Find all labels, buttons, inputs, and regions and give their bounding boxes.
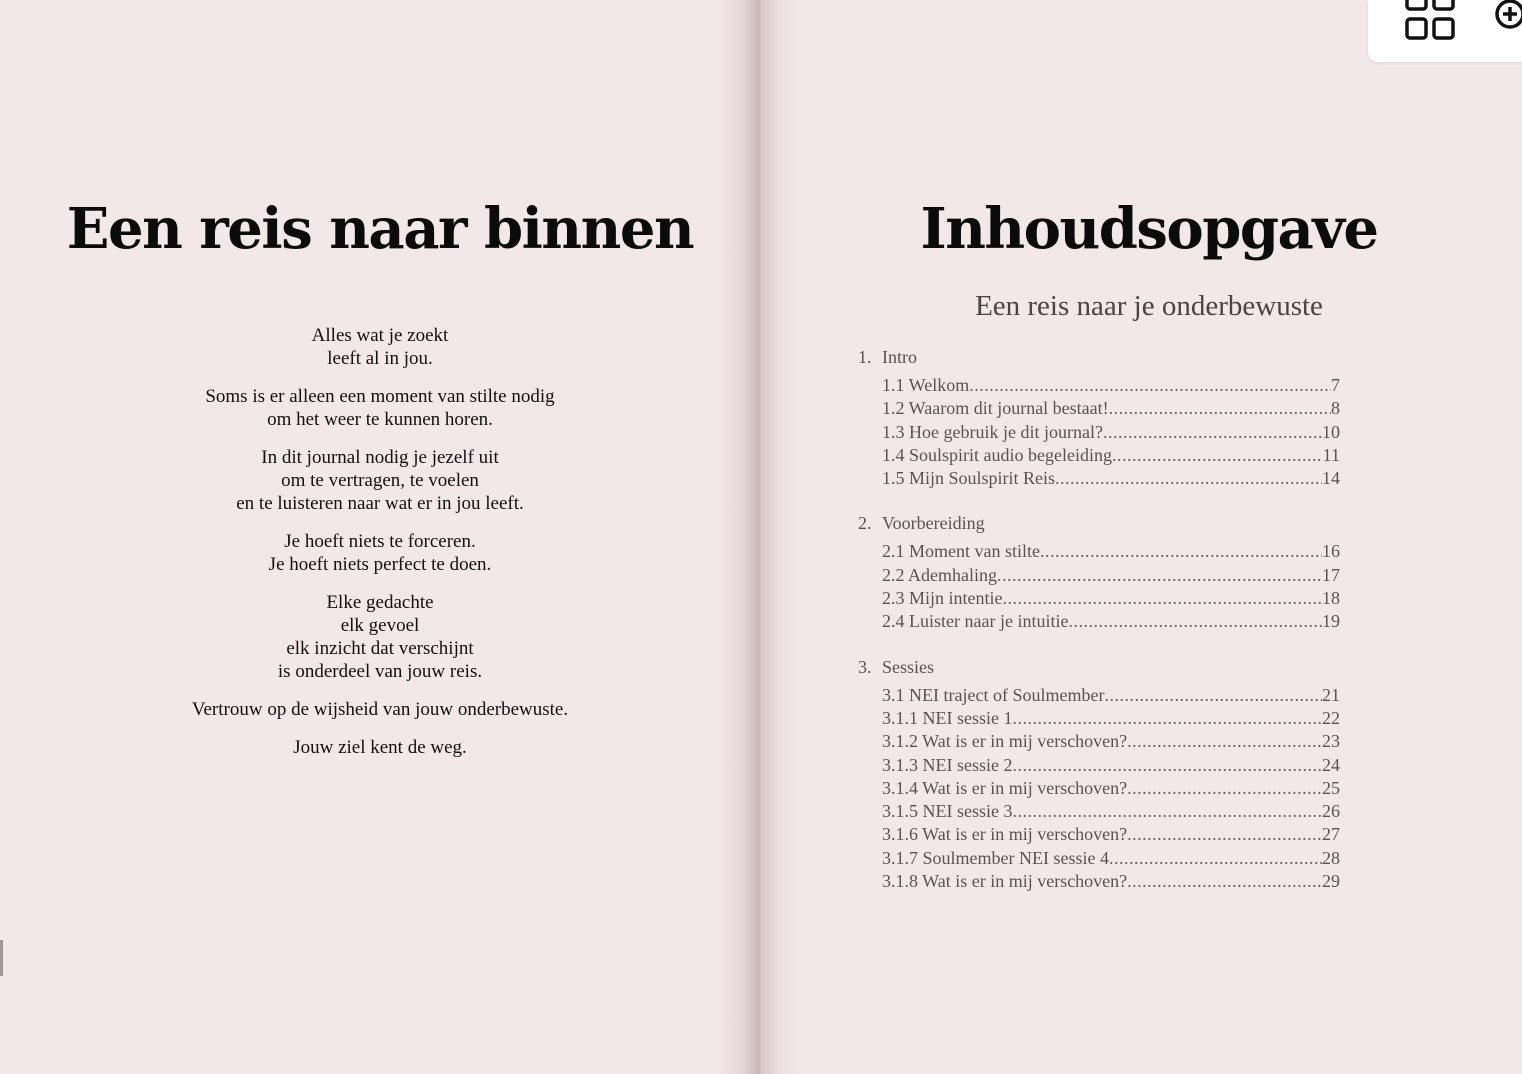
toc-page-number: 18 (1322, 588, 1340, 609)
toc-entry-label: 2.4 Luister naar je intuitie (882, 611, 1069, 632)
poem-line: In dit journal nodig je jezelf uit (261, 446, 499, 468)
poem-line: Soms is er alleen een moment van stilte nodig (205, 385, 555, 407)
table-of-contents (858, 344, 1340, 913)
toc-subtitle: Een reis naar je onderbewuste (975, 290, 1323, 322)
toc-section-title: Intro (882, 347, 917, 367)
toc-dot-leader (1003, 587, 1323, 610)
toc-entry[interactable] (882, 587, 1340, 610)
poem-stanza (0, 385, 760, 431)
poem-stanza (0, 324, 760, 370)
toc-entry[interactable] (882, 421, 1340, 444)
toc-entry-label: 3.1.5 NEI sessie 3 (882, 801, 1013, 822)
poem-line: Vertrouw op de wijsheid van jouw onderbewuste. (191, 699, 569, 721)
toc-section-title: Sessies (882, 656, 935, 677)
toc-entry[interactable] (882, 374, 1340, 397)
toc-entry[interactable] (882, 540, 1340, 563)
toc-dot-leader (1012, 707, 1322, 730)
toc-page-number: 29 (1322, 871, 1340, 892)
poem-stanza (0, 591, 760, 684)
toc-page-number: 24 (1322, 754, 1340, 775)
left-page-title: Een reis naar binnen (66, 196, 694, 262)
poem-line: Alles wat je zoekt (311, 325, 449, 346)
poem (0, 324, 760, 774)
toc-dot-leader (1012, 754, 1322, 777)
toc-entry-label: 1.4 Soulspirit audio begeleiding (882, 444, 1112, 465)
toc-entry-label: 3.1 NEI traject of Soulmember (882, 684, 1105, 705)
viewer-toolbar (1368, 0, 1522, 62)
toc-page-number: 7 (1331, 375, 1340, 395)
poem-line: elk gevoel (340, 615, 420, 637)
toc-section-title: Voorbereiding (882, 513, 985, 534)
toc-section-heading[interactable] (858, 654, 1340, 680)
toc-entry-label: 3.1.7 Soulmember NEI sessie 4 (882, 847, 1109, 868)
toc-dot-leader (1068, 610, 1322, 633)
toc-dot-leader (1127, 777, 1322, 800)
toc-entry-label: 3.1.4 Wat is er in mij verschoven? (882, 777, 1128, 798)
toc-section (858, 510, 1340, 633)
toc-entry-label: 1.2 Waarom dit journal bestaat! (882, 398, 1109, 419)
toc-entry-label: 1.5 Mijn Soulspirit Reis (882, 468, 1056, 489)
toc-page-number: 21 (1322, 684, 1340, 705)
toc-page-number: 28 (1322, 847, 1340, 868)
poem-line: Jouw ziel kent de weg. (293, 736, 467, 758)
toc-entry[interactable] (882, 754, 1340, 777)
toc-entry[interactable] (882, 800, 1340, 823)
toc-entry[interactable] (882, 684, 1340, 707)
poem-line: Je hoeft niets perfect te doen. (268, 554, 492, 576)
toc-page-number: 23 (1322, 731, 1340, 752)
toc-entry-label: 3.1.2 Wat is er in mij verschoven? (882, 731, 1128, 752)
poem-stanza (0, 736, 760, 759)
toc-page-number: 27 (1322, 824, 1340, 845)
toc-dot-leader (1103, 421, 1322, 444)
toc-dot-leader (1104, 684, 1322, 707)
toc-page-number: 25 (1322, 777, 1340, 798)
toc-entry[interactable] (882, 610, 1340, 633)
toc-page-number: 16 (1322, 541, 1340, 562)
toc-dot-leader (1109, 397, 1331, 420)
toc-page-number: 10 (1322, 421, 1340, 442)
poem-line: Je hoeft niets te forceren. (284, 530, 476, 552)
toc-entry[interactable] (882, 564, 1340, 587)
toc-section (858, 344, 1340, 490)
toc-section (858, 654, 1340, 894)
right-page (760, 0, 1522, 1074)
toc-page-number: 11 (1322, 444, 1340, 465)
toc-entry[interactable] (882, 730, 1340, 753)
toc-title: Inhoudsopgave (920, 196, 1378, 262)
poem-line: en te luisteren naar wat er in jou leeft. (236, 493, 524, 515)
left-page (0, 0, 760, 1074)
toc-page-number: 17 (1322, 564, 1340, 585)
toc-section-number: 3. (858, 656, 872, 677)
poem-line: om het weer te kunnen horen. (267, 409, 493, 431)
toc-entry-label: 2.1 Moment van stilte (882, 541, 1040, 562)
toc-entry[interactable] (882, 823, 1340, 846)
toc-entry[interactable] (882, 870, 1340, 893)
toc-entry-label: 1.3 Hoe gebruik je dit journal? (882, 421, 1103, 442)
toc-entry-label: 3.1.3 NEI sessie 2 (882, 754, 1013, 775)
poem-line: Elke gedachte (326, 591, 434, 613)
poem-stanza (0, 446, 760, 516)
toc-entry-label: 2.2 Ademhaling (882, 564, 997, 585)
toc-section-heading[interactable] (858, 510, 1340, 536)
toc-section-number: 1. (858, 347, 872, 367)
toc-dot-leader (997, 564, 1322, 587)
toc-dot-leader (1127, 870, 1322, 893)
toc-entry-label: 1.1 Welkom (882, 375, 970, 395)
poem-line: leeft al in jou. (327, 348, 433, 370)
toc-dot-leader (1109, 847, 1322, 870)
toc-dot-leader (1127, 823, 1322, 846)
poem-line: elk inzicht dat verschijnt (286, 638, 474, 660)
toc-section-heading[interactable] (858, 344, 1340, 370)
toc-page-number: 22 (1322, 707, 1340, 728)
toc-dot-leader (1112, 444, 1323, 467)
toc-entry-label: 2.3 Mijn intentie (882, 588, 1003, 609)
grid-view-icon[interactable] (1404, 0, 1458, 44)
toc-page-number: 8 (1331, 398, 1340, 419)
toc-entry[interactable] (882, 707, 1340, 730)
page-edge-marker (0, 940, 3, 976)
toc-page-number: 14 (1322, 468, 1340, 489)
toc-entry-label: 3.1.1 NEI sessie 1 (882, 707, 1013, 728)
toc-entry[interactable] (882, 847, 1340, 870)
toc-dot-leader (1040, 540, 1322, 563)
toc-entry-label: 3.1.6 Wat is er in mij verschoven? (882, 824, 1128, 845)
poem-line: is onderdeel van jouw reis. (277, 661, 483, 683)
toc-dot-leader (1127, 730, 1322, 753)
toc-entry[interactable] (882, 397, 1340, 420)
toc-section-number: 2. (858, 513, 872, 534)
toc-entry[interactable] (882, 777, 1340, 800)
poem-stanza (0, 530, 760, 576)
toc-entry[interactable] (882, 467, 1340, 490)
toc-dot-leader (1055, 467, 1322, 490)
toc-dot-leader (969, 374, 1331, 397)
toc-entry[interactable] (882, 444, 1340, 467)
zoom-in-icon[interactable] (1492, 0, 1522, 34)
toc-page-number: 26 (1322, 801, 1340, 822)
toc-page-number: 19 (1322, 611, 1340, 632)
poem-stanza (0, 698, 760, 721)
toc-entry-label: 3.1.8 Wat is er in mij verschoven? (882, 871, 1128, 892)
poem-line: om te vertragen, te voelen (281, 470, 479, 492)
toc-dot-leader (1012, 800, 1322, 823)
